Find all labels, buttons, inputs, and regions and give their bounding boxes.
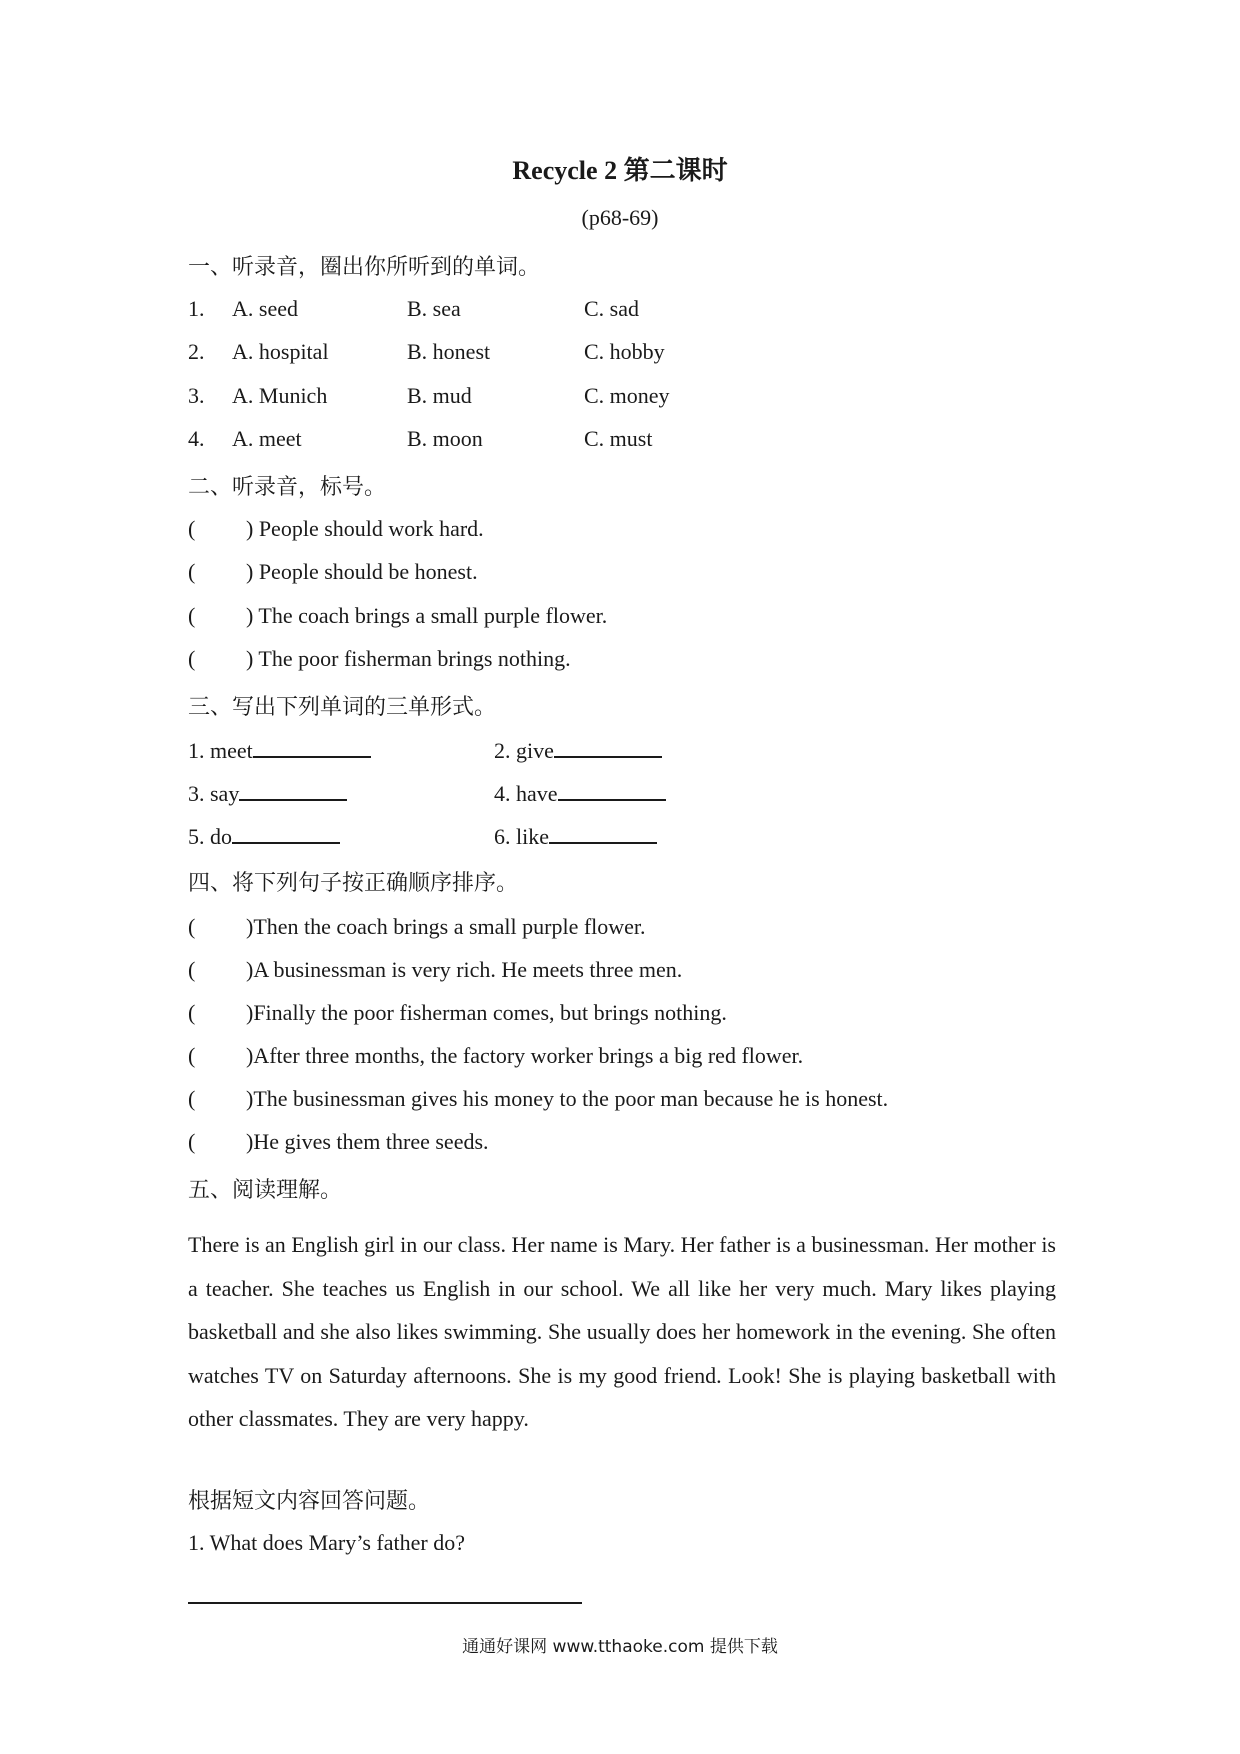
option-a: A. meet [232,426,302,451]
open-paren: ( [188,1129,196,1154]
fill-blank-item [188,822,340,850]
option-a: A. seed [232,296,298,321]
fill-blank-item [188,779,347,807]
section1-heading: 一、听录音，圈出你所听到的单词。 [188,255,541,280]
answer-line[interactable] [188,1602,582,1604]
word: 5. do [188,824,232,849]
open-paren: ( [188,957,196,982]
item-number: 3. [188,383,205,408]
section2-heading: 二、听录音，标号。 [188,475,387,500]
order-item [188,957,682,983]
word: 6. like [494,824,549,849]
word: 3. say [188,781,240,806]
order-item [188,1000,727,1026]
answer-blank[interactable] [549,822,657,844]
open-paren: ( [188,1000,196,1025]
option-c: C. must [584,426,653,451]
answer-blank[interactable] [253,736,371,758]
reading-passage: There is an English girl in our class. Her name is Mary. Her father is a businessman. Her mother is a teacher. She teaches us English in our school. We all like her very much. Mary likes playing basketball and she also likes swimming. She usually does her homework in the evening. She often watches TV on Saturday afternoons. She is my good friend. Look! She is playing basketball with other classmates. They are very happy. [188,1232,1056,1431]
option-c: C. hobby [584,339,665,364]
item-number: 4. [188,426,205,451]
open-paren: ( [188,914,196,939]
item-text: )He gives them three seeds. [246,1129,489,1154]
fill-blank-item [188,736,371,764]
option-b: B. moon [407,426,483,451]
item-number: 2. [188,339,205,364]
item-text: )A businessman is very rich. He meets three men. [246,957,683,982]
fill-blank-item [494,822,657,850]
order-item [188,646,571,672]
option-b: B. sea [407,296,461,321]
item-text: ) The coach brings a small purple flower. [246,603,608,628]
order-item [188,516,484,542]
page-title: Recycle 2 第二课时 [512,156,728,185]
order-item [188,1043,803,1069]
fill-blank-item [494,736,662,764]
item-text: ) People should be honest. [246,559,478,584]
option-c: C. sad [584,296,639,321]
option-a: A. Munich [232,383,328,408]
open-paren: ( [188,559,196,584]
answer-blank[interactable] [558,779,666,801]
answer-blank[interactable] [232,822,340,844]
order-item [188,603,607,629]
word: 2. give [494,738,554,763]
order-item [188,1086,888,1112]
open-paren: ( [188,1043,196,1068]
option-a: A. hospital [232,339,329,364]
item-text: )After three months, the factory worker brings a big red flower. [246,1043,804,1068]
open-paren: ( [188,1086,196,1111]
order-item [188,559,478,585]
question-instruction: 根据短文内容回答问题。 [188,1489,431,1514]
option-b: B. honest [407,339,491,364]
answer-blank[interactable] [554,736,662,758]
answer-blank[interactable] [239,779,347,801]
section5-heading: 五、阅读理解。 [188,1178,343,1203]
item-text: ) The poor fisherman brings nothing. [246,646,571,671]
item-text: )The businessman gives his money to the poor man because he is honest. [246,1086,889,1111]
page-subtitle: (p68-69) [581,205,659,230]
item-number: 1. [188,296,205,321]
footer-credit: 通通好课网 www.tthaoke.com 提供下载 [462,1637,778,1657]
word: 1. meet [188,738,253,763]
open-paren: ( [188,646,196,671]
item-text: ) People should work hard. [246,516,484,541]
item-text: )Then the coach brings a small purple flower. [246,914,646,939]
section4-heading: 四、将下列句子按正确顺序排序。 [188,871,519,896]
open-paren: ( [188,516,196,541]
section3-heading: 三、写出下列单词的三单形式。 [188,695,497,720]
option-c: C. money [584,383,670,408]
fill-blank-item [494,779,666,807]
option-b: B. mud [407,383,472,408]
question-1: 1. What does Mary’s father do? [188,1530,465,1555]
order-item [188,1129,489,1155]
order-item [188,914,646,940]
word: 4. have [494,781,558,806]
item-text: )Finally the poor fisherman comes, but brings nothing. [246,1000,727,1025]
open-paren: ( [188,603,196,628]
